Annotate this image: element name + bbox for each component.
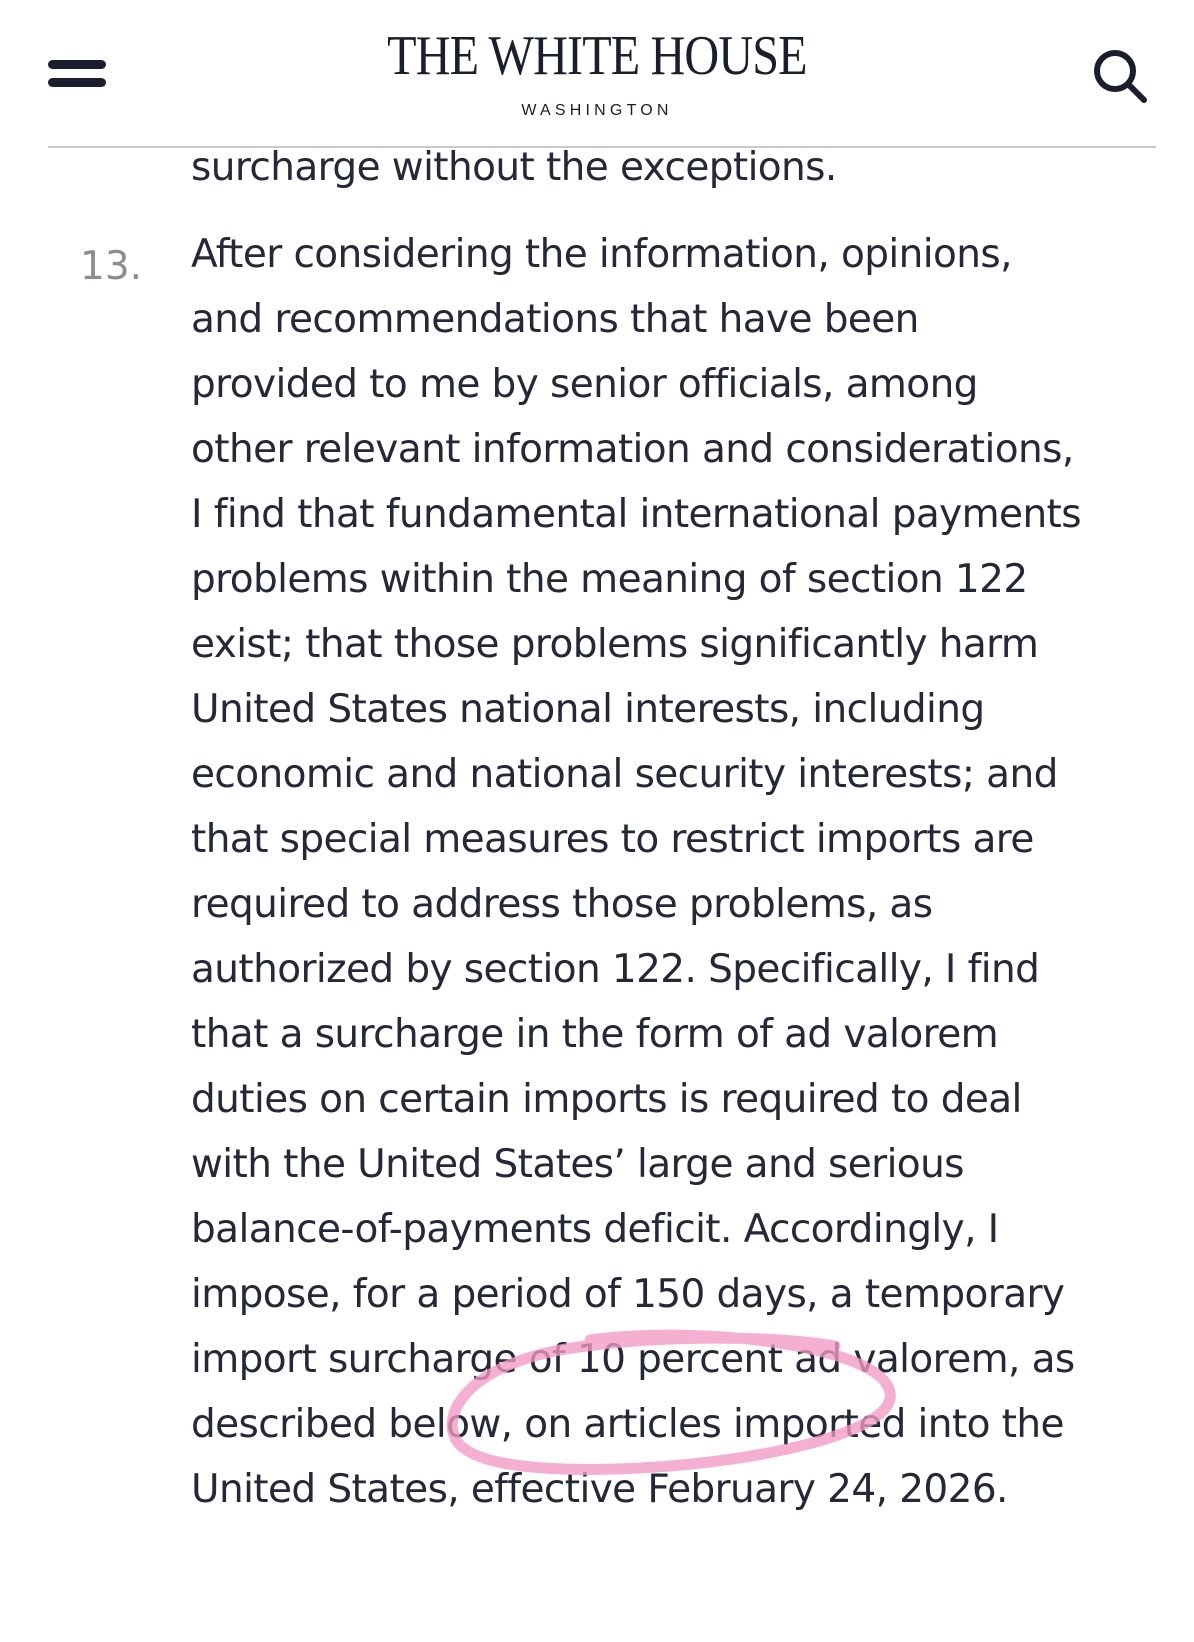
paragraph-line: that a surcharge in the form of ad valorem xyxy=(191,1012,999,1057)
search-icon[interactable] xyxy=(1090,46,1150,106)
paragraph-line: United States, effective February 24, 2026. xyxy=(191,1467,1008,1512)
site-subtitle: WASHINGTON xyxy=(521,102,673,119)
paragraph-line: I find that fundamental international payments xyxy=(191,492,1081,537)
paragraph-line: problems within the meaning of section 122 xyxy=(191,557,1028,602)
paragraph-line: After considering the information, opinions, xyxy=(191,232,1012,277)
paragraph-line: authorized by section 122. Specifically, I find xyxy=(191,947,1040,992)
paragraph-line: with the United States’ large and serious xyxy=(191,1142,964,1187)
paragraph-line: other relevant information and considerations, xyxy=(191,427,1074,472)
paragraph-line: economic and national security interests; and xyxy=(191,752,1058,797)
paragraph-line: required to address those problems, as xyxy=(191,882,933,927)
paragraph-line: balance-of-payments deficit. Accordingly, I xyxy=(191,1207,999,1252)
paragraph-line: provided to me by senior officials, among xyxy=(191,362,978,407)
paragraph-line: import surcharge of 10 percent ad valorem, as xyxy=(191,1337,1075,1382)
search-icon-graphic xyxy=(1090,46,1150,106)
site-logo[interactable] xyxy=(0,24,1194,120)
paragraph-line: United States national interests, including xyxy=(191,687,985,732)
site-title: THE WHITE HOUSE xyxy=(387,25,807,87)
paragraph-line: impose, for a period of 150 days, a temporary xyxy=(191,1272,1065,1317)
list-item-number: 13. xyxy=(80,244,143,289)
paragraph-line: duties on certain imports is required to deal xyxy=(191,1077,1022,1122)
paragraph-line: and recommendations that have been xyxy=(191,297,919,342)
site-header xyxy=(0,0,1194,150)
paragraph-line: that special measures to restrict imports are xyxy=(191,817,1034,862)
paragraph-line: exist; that those problems significantly harm xyxy=(191,622,1039,667)
paragraph-line: described below, on articles imported into the xyxy=(191,1402,1064,1447)
preceding-text: surcharge without the exceptions. xyxy=(191,145,837,190)
